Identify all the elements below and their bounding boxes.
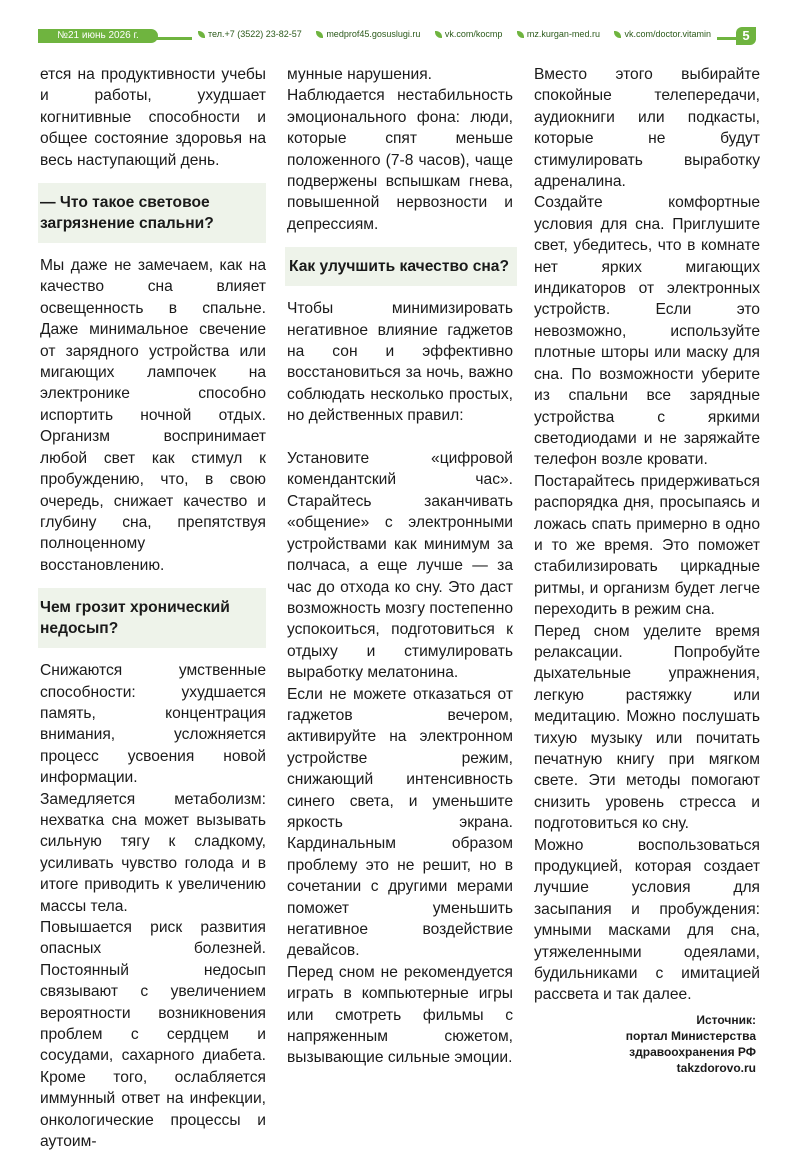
leaf-icon xyxy=(517,31,524,38)
paragraph: Перед сном не рекомендуется играть в компьютерные игры или смотреть фильмы с напряженным сюжетом, вызывающие сильные эмоции. xyxy=(287,963,513,1067)
page-number: 5 xyxy=(736,27,756,45)
section-heading: Как улучшить качество сна? xyxy=(285,247,517,286)
section-heading: — Что такое световое загрязнение спальни? xyxy=(38,183,266,243)
source-line: портал Министерства xyxy=(625,1029,756,1043)
contact-vk[interactable]: vk.com/kocmp xyxy=(435,28,503,41)
source-url: takzdorovo.ru xyxy=(676,1061,756,1075)
leaf-icon xyxy=(198,31,205,38)
paragraph: Замедляется метаболизм: нехватка сна может вызывать сильную тягу к сладкому, усиливать чувство голода и в итоге приводить к увеличению массы тела. xyxy=(40,790,266,915)
paragraph: Установите «цифровой комендантский час». Старайтесь заканчивать «общение» с электронными устройствами как минимум за полчаса, а еще лучше — за час до отхода ко сну. Это даст возможность мозгу постепенно успокоиться, подготовиться к отдыху и стимулировать выработку мелатонина. xyxy=(287,450,513,682)
paragraph: Мы даже не замечаем, как на качество сна влияет освещенность в спальне. Даже минимальное свечение от зарядного устройства или мигающих лампочек на электронике способно испортить ночной отдых. Организм воспринимает любой свет как стимул к пробуждению, что, в свою очередь, снижает качество и глубину сна, препятствуя полноценному восстановлению. xyxy=(40,257,266,574)
column-2 xyxy=(287,64,513,1069)
paragraph: Снижаются умственные способности: ухудшается память, концентрация внимания, усложняется процесс усвоения новой информации. xyxy=(40,662,266,787)
paragraph: Наблюдается нестабильность эмоционального фона: люди, которые спят меньше положенного (7-8 часов), чаще подвержены вспышкам гнева, повышенной нервозности и депрессиям. xyxy=(287,87,513,233)
leaf-icon xyxy=(435,31,442,38)
paragraph: ется на продуктивности учебы и работы, ухудшает когнитивные способности и общее состояние здоровья на весь наступающий день. xyxy=(40,66,266,169)
paragraph: Повышается риск развития опасных болезней. Постоянный недосып связывают с увеличением вероятности возникновения проблем с сердцем и сосудами, сахарного диабета. Кроме того, ослабляется иммунный ответ на инфекции, онкологические процессы и аутоим- xyxy=(40,919,266,1151)
section-heading: Чем грозит хронический недосып? xyxy=(38,588,266,648)
contact-vk-doctor[interactable]: vk.com/doctor.vitamin xyxy=(614,28,711,41)
leaf-icon xyxy=(316,31,323,38)
paragraph: Чтобы минимизировать негативное влияние гаджетов на сон и эффективно восстановиться за ночь, важно соблюдать несколько простых, но действенных правил: xyxy=(287,300,513,425)
column-1 xyxy=(40,64,266,1152)
paragraph: мунные нарушения. xyxy=(287,66,432,83)
paragraph: Вместо этого выбирайте спокойные телепередачи, аудиокниги или подкасты, которые не будут стимулировать выработку адреналина. xyxy=(534,66,760,191)
paragraph: Можно воспользоваться продукцией, которая создает лучшие условия для засыпания и пробуждения: умными масками для сна, утяжеленными одеялами, будильниками с имитацией рассвета и так далее. xyxy=(534,836,760,1004)
header-contacts xyxy=(192,28,717,42)
source-label: Источник: xyxy=(696,1013,756,1027)
contact-phone: тел.+7 (3522) 23-82-57 xyxy=(198,28,302,41)
paragraph: Создайте комфортные условия для сна. Приглушите свет, убедитесь, что в комнате нет ярких мигающих индикаторов от электронных устройств. Если это невозможно, используйте плотные шторы или маску для сна. По возможности уберите из спальни все зарядные устройства с яркими светодиодами и не заряжайте телефон возле кровати. xyxy=(534,194,760,469)
contact-site[interactable]: medprof45.gosuslugi.ru xyxy=(316,28,420,41)
column-3 xyxy=(534,64,760,1006)
source-credit xyxy=(556,1012,756,1076)
paragraph: Постарайтесь придерживаться распорядка дня, просыпаясь и ложась спать примерно в одно и то же время. Это поможет стабилизировать циркадные ритмы, и организм будет легче переходить в режим сна. xyxy=(534,472,760,619)
leaf-icon xyxy=(614,31,621,38)
issue-badge: №21 июнь 2026 г. xyxy=(38,29,158,43)
paragraph: Если не можете отказаться от гаджетов вечером, активируйте на электронном устройстве режим, снижающий интенсивность синего света, и уменьшите яркость экрана. Кардинальным образом проблему это не решит, но в сочетании с другими мерами поможет уменьшить негативное воздействие девайсов. xyxy=(287,685,513,960)
source-line: здравоохранения РФ xyxy=(629,1045,756,1059)
contact-mz[interactable]: mz.kurgan-med.ru xyxy=(517,28,600,41)
spacer xyxy=(287,427,513,448)
paragraph: Перед сном уделите время релаксации. Попробуйте дыхательные упражнения, легкую растяжку или медитацию. Можно послушать тихую музыку или почитать печатную книгу при мягком свете. Эти методы помогают снизить уровень стресса и подготовиться ко сну. xyxy=(534,622,760,833)
